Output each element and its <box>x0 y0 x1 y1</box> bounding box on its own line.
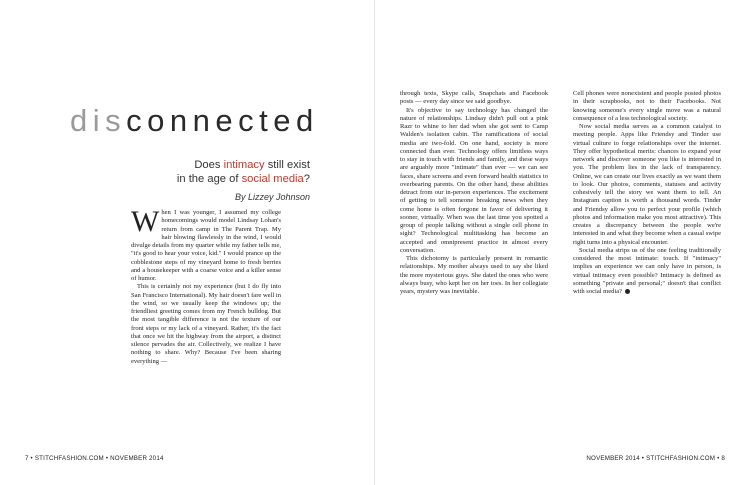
paragraph <box>573 247 721 297</box>
body-column-1 <box>131 205 281 366</box>
title-prefix: dis <box>70 103 127 138</box>
paragraph: through texts, Skype calls, Snapchats and Facebook posts — every day since we said goodbye. <box>400 90 548 106</box>
subtitle-text: still exist <box>264 159 310 171</box>
paragraph-text: Social media strips us of the one feeling traditionally considered the most intimate: touch. If "intimacy" implies an experience we can only have in person, is virtual intimacy even possible? Intimacy is defined as something "private and personal;" doesn't that conflict with social media? <box>573 246 721 295</box>
paragraph: This is certainly not my experience (but I do fly into San Francisco International). My hair doesn't fare well in the wind, so we usually keep the windows up; the friendliest greeting comes from my French bulldog. But the most tangible difference is not the texture of our front steps or my lack of a vineyard. Rather, it's the fact that once we hit the highway from the airport, a distinct silence pervades the air. Collectively, we realize I have nothing to share. Why? Because I've been sharing everything — <box>131 283 281 365</box>
subtitle-highlight-social-media: social media <box>241 172 304 185</box>
footer-left: 7 • STITCHFASHION.COM • NOVEMBER 2014 <box>25 455 164 462</box>
subtitle-text: ? <box>303 172 310 185</box>
right-page <box>375 0 750 485</box>
subtitle-highlight-intimacy: intimacy <box>223 159 265 171</box>
paragraph: Cell phones were nonexistent and people posted photos in their scrapbooks, not to their Facebooks. Not knowing someone's every single move was a natural consequence of a less technological society. <box>573 90 721 122</box>
body-column-2 <box>400 90 548 296</box>
byline: By Lizzey Johnson <box>234 192 310 202</box>
subtitle-text: Does <box>194 159 224 171</box>
subtitle-text: in the age of <box>176 172 242 185</box>
article-title <box>70 103 319 139</box>
paragraph: It's objective to say technology has changed the nature of relationships. Lindsay didn't pull out a pink Razr to whine to her dad when she got sent to Camp Walden's isolation cabin. The ramifications of social media are two-fold. On one hand, society is more connected than ever. Technology offers limitless ways to stay in touch with friends and family, and these ways are arguably more "intimate" than ever — we can see faces, share screens and even forward health statistics to overbearing parents. On the other hand, these abilities detract from our in-person experiences. The excitement of getting to tell someone breaking news when they come home is often forgone in favor of delivering it sooner, virtually. When was the last time you spotted a group of people talking without a single cell phone in sight? Technological multitasking has become an accepted and omnipresent practice in almost every conversation. <box>400 106 548 254</box>
paragraph <box>131 205 281 283</box>
paragraph: This dichotomy is particularly present in romantic relationships. My mother always used to say she liked the more mysterious guys. She dated the ones who were always busy, who kept her on her toes. In her collegiate years, mystery was inevitable. <box>400 255 548 295</box>
end-mark-icon <box>625 289 630 294</box>
paragraph-text: hen I was younger, I assumed my college homecomings would model Lindsay Lohan's return from camp in The Parent Trap. My hair blowing flawlessly in the wind, I would divulge details from my quarter while my father tells me, "it's good to hear your voice, kid." I would prance up the cobblestone steps of my vineyard home to fresh berries and a housekeeper with a coarse voice and a killer sense of humor. <box>131 209 281 282</box>
title-main: connected <box>126 103 319 138</box>
body-column-3 <box>573 90 721 296</box>
paragraph: Now social media serves as a common catalyst to meeting people. Apps like Friendsy and Tinder use virtual culture to forge relationships over the internet. They offer hypothetical merits: chances to expand your network and discover someone you like is interested in you. The problem lies in the lack of transparency. Online, we can create our lives exactly as we want them to look. Our photos, comments, statuses and activity cohesively tell the story we want them to tell. An Instagram caption is worth a thousand words. Tinder and Friendsy allow you to perfect your profile (which photos and information make you most attractive). This creates a discrepancy between the people we're interested in and what they become when a casual swipe right turns into a physical encounter. <box>573 123 721 246</box>
footer-right: NOVEMBER 2014 • STITCHFASHION.COM • 8 <box>586 455 725 462</box>
drop-cap: W <box>131 205 160 238</box>
article-subtitle <box>120 159 310 186</box>
